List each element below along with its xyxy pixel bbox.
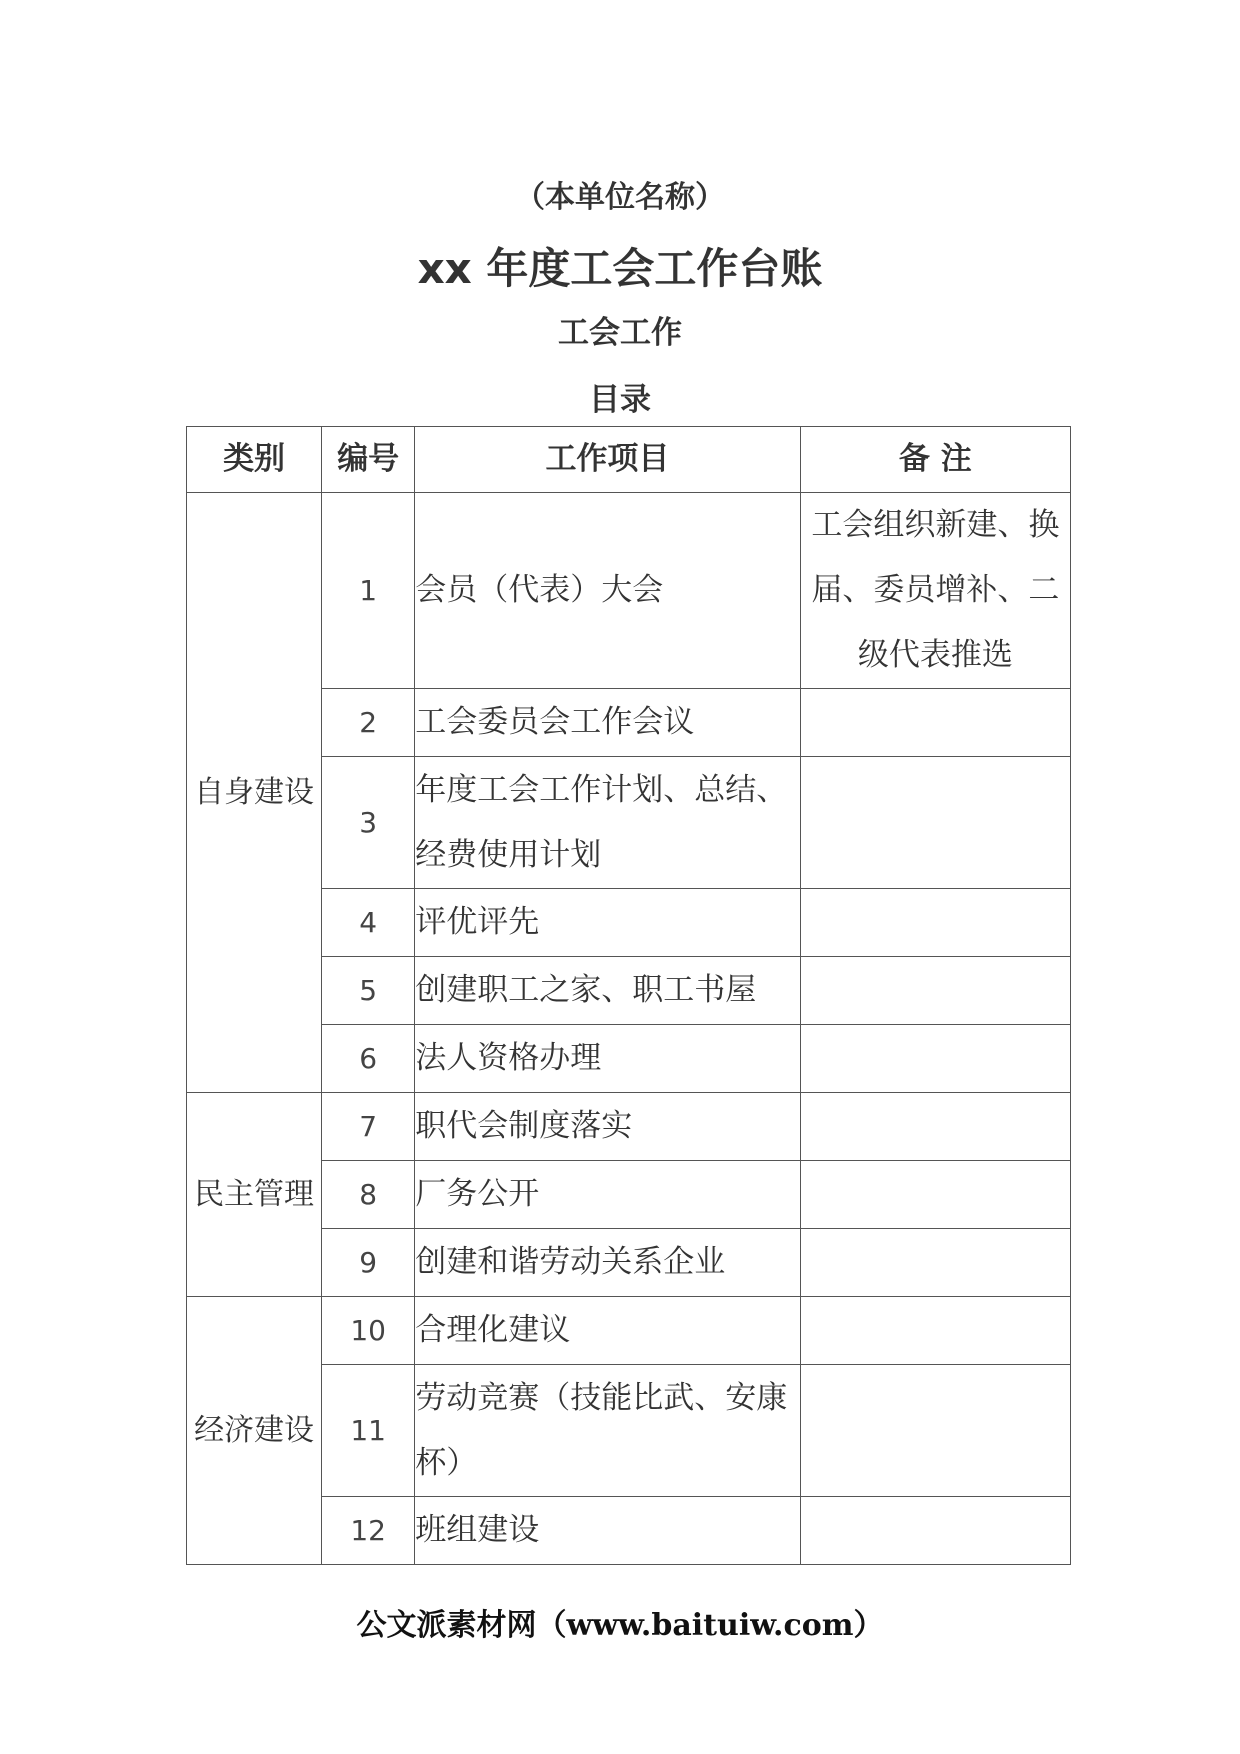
row-note: [800, 1365, 1070, 1497]
row-item: 班组建设: [415, 1497, 800, 1565]
row-number: 10: [322, 1297, 415, 1365]
row-number: 12: [322, 1497, 415, 1565]
row-note: [800, 1161, 1070, 1229]
row-item: 合理化建议: [415, 1297, 800, 1365]
table-row: [187, 1297, 1071, 1365]
row-note: [800, 957, 1070, 1025]
column-header-note: 备 注: [800, 427, 1070, 493]
row-item: [415, 1365, 800, 1497]
category-cell: 经济建设: [187, 1297, 322, 1565]
row-note-text: 工会组织新建、换届、委员增补、二级代表推选: [811, 507, 1060, 673]
row-number: 7: [322, 1093, 415, 1161]
row-item-text: 年度工会工作计划、总结、经费使用计划: [415, 771, 788, 873]
row-note: [800, 493, 1070, 689]
row-note: [800, 1229, 1070, 1297]
unit-name: （本单位名称）: [515, 180, 725, 215]
row-note: [800, 1497, 1070, 1565]
row-note: [800, 757, 1070, 889]
row-item: 厂务公开: [415, 1161, 800, 1229]
row-item-text: 劳动竞赛（技能比武、安康杯）: [415, 1379, 788, 1481]
column-header-item: 工作项目: [415, 427, 800, 493]
table-row: [187, 493, 1071, 689]
category-cell: 自身建设: [187, 493, 322, 1093]
row-note: [800, 889, 1070, 957]
row-item: [415, 757, 800, 889]
footer-watermark-text: 公文派素材网（www.baituiw.com）: [356, 1608, 884, 1643]
column-header-number: 编号: [322, 427, 415, 493]
row-number: 6: [322, 1025, 415, 1093]
row-note: [800, 1297, 1070, 1365]
row-item: 职代会制度落实: [415, 1093, 800, 1161]
row-number: 3: [322, 757, 415, 889]
toc-title: 目录: [589, 382, 651, 418]
category-cell: 民主管理: [187, 1093, 322, 1297]
row-item: 工会委员会工作会议: [415, 689, 800, 757]
column-header-category: 类别: [187, 427, 322, 493]
row-number: 1: [322, 493, 415, 689]
table-row: [187, 1093, 1071, 1161]
row-number: 11: [322, 1365, 415, 1497]
row-item: 法人资格办理: [415, 1025, 800, 1093]
row-note: [800, 689, 1070, 757]
row-item: 创建和谐劳动关系企业: [415, 1229, 800, 1297]
sub-title: 工会工作: [558, 315, 682, 351]
table-header-row: [187, 427, 1071, 493]
row-number: 5: [322, 957, 415, 1025]
row-item: 评优评先: [415, 889, 800, 957]
row-number: 8: [322, 1161, 415, 1229]
row-number: 9: [322, 1229, 415, 1297]
row-number: 4: [322, 889, 415, 957]
row-note: [800, 1025, 1070, 1093]
ledger-table: [186, 426, 1071, 1565]
row-note: [800, 1093, 1070, 1161]
row-item: 会员（代表）大会: [415, 493, 800, 689]
row-number: 2: [322, 689, 415, 757]
page-title: xx 年度工会工作台账: [417, 244, 823, 293]
row-item: 创建职工之家、职工书屋: [415, 957, 800, 1025]
